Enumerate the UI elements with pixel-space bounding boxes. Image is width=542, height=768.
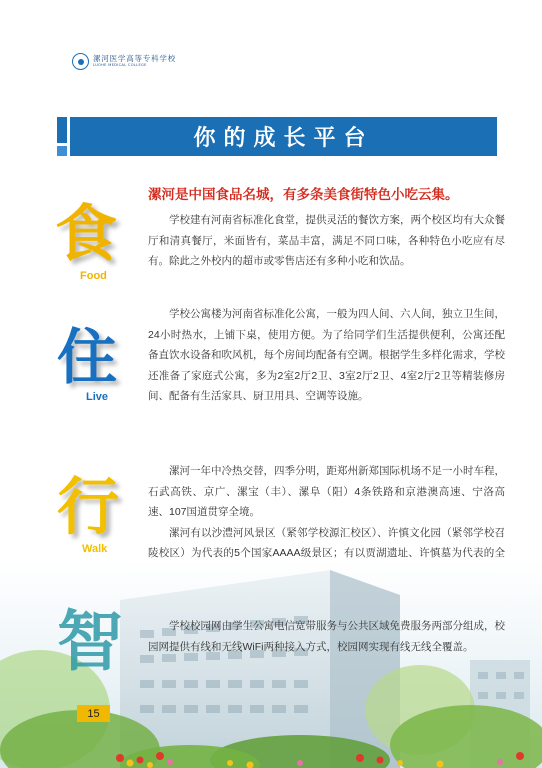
smart-text: 学校校园网由学生公寓电信宽带服务与公共区域免费服务两部分组成，校园网提供有线和无线WiFi两种接入方式，校园网实现有线无线全覆盖。 <box>148 620 505 653</box>
walk-text-2: 漯河有以沙澧河风景区（紧邻学校源汇校区）、许慎文化园（紧邻学校召陵校区）为代表的5个国家AAAA级景区；有以贾湖遗址、许慎墓为代表的全 <box>148 526 505 559</box>
logo-chinese-name: 漯河医学高等专科学校 <box>93 53 176 63</box>
page-title: 你的成长平台 <box>193 125 374 150</box>
live-text: 学校公寓楼为河南省标准化公寓，一般为四人间、六人间，独立卫生间，24小时热水，上铺下桌，使用方便。为了给同学们生活提供便利，公寓还配备直饮水设备和吹风机，每个房间均配备有空调。根据学生多样化需求，学校还准备了家庭式公寓，多为2室2厅2卫、3室2厅2卫、4室2厅2卫等精装修房间、配备有生活家具、厨卫用具、空调等设施。 <box>148 308 505 402</box>
food-text: 学校建有河南省标准化食堂，提供灵活的餐饮方案，两个校区均有大众餐厅和清真餐厅，米面皆有，菜品丰富，满足不同口味，各种特色小吃应有尽有。除此之外校内的超市或零售店还有多种小吃和饮品。 <box>148 214 505 267</box>
school-emblem-icon <box>72 53 89 70</box>
walk-text-1: 漯河一年中冷热交替，四季分明，距郑州新郑国际机场不足一小时车程，石武高铁、京广、漯宝（丰）、漯阜（阳）4条铁路和京港澳高速、宁洛高速、107国道贯穿全境。 <box>148 465 505 518</box>
title-accent-marks <box>57 117 67 156</box>
school-logo <box>72 53 176 70</box>
smart-character: 智 <box>57 602 123 680</box>
section-title-bar <box>57 117 497 156</box>
walk-label: Walk <box>82 543 108 555</box>
live-paragraph <box>148 304 505 407</box>
food-character: 食 <box>55 197 118 270</box>
page-number: 15 <box>77 705 110 722</box>
live-character: 住 <box>57 323 117 393</box>
live-label: Live <box>86 391 109 403</box>
walk-character: 行 <box>57 470 120 543</box>
smart-paragraph <box>148 616 505 657</box>
food-label: Food <box>80 270 107 282</box>
logo-english-name: LUOHE MEDICAL COLLEGE <box>93 63 147 68</box>
headline: 漯河是中国食品名城，有多条美食街特色小吃云集。 <box>148 187 459 202</box>
food-paragraph <box>148 210 505 272</box>
